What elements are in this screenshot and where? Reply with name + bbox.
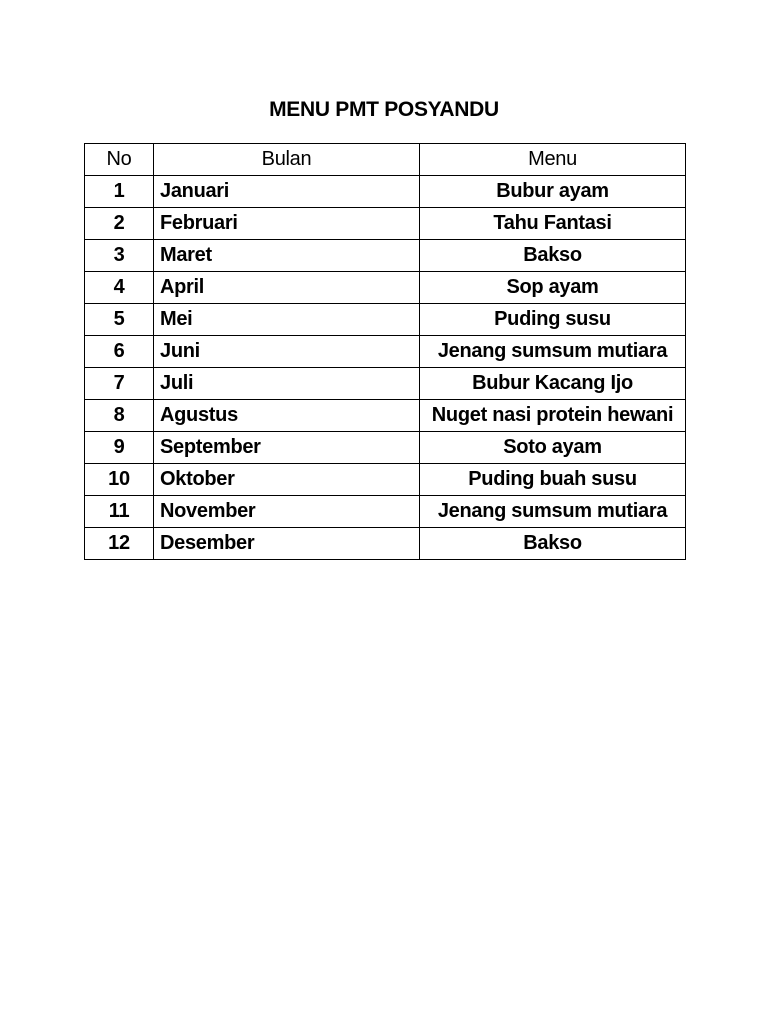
cell-bulan: Agustus <box>154 400 420 432</box>
page-title: MENU PMT POSYANDU <box>269 98 499 121</box>
cell-bulan: April <box>154 272 420 304</box>
cell-bulan: Februari <box>154 208 420 240</box>
cell-menu: Bakso <box>420 528 686 560</box>
cell-bulan: Januari <box>154 176 420 208</box>
cell-bulan: Mei <box>154 304 420 336</box>
table-row <box>85 368 686 400</box>
cell-no: 10 <box>85 464 154 496</box>
header-no: No <box>85 144 154 176</box>
table-row <box>85 464 686 496</box>
cell-no: 2 <box>85 208 154 240</box>
cell-no: 8 <box>85 400 154 432</box>
table-row <box>85 400 686 432</box>
cell-no: 4 <box>85 272 154 304</box>
cell-no: 1 <box>85 176 154 208</box>
table-row <box>85 336 686 368</box>
cell-no: 9 <box>85 432 154 464</box>
cell-menu: Nuget nasi protein hewani <box>420 400 686 432</box>
cell-bulan: Oktober <box>154 464 420 496</box>
table-row <box>85 528 686 560</box>
table-row <box>85 496 686 528</box>
cell-no: 11 <box>85 496 154 528</box>
cell-no: 12 <box>85 528 154 560</box>
cell-bulan: Desember <box>154 528 420 560</box>
cell-menu: Soto ayam <box>420 432 686 464</box>
cell-menu: Bubur Kacang Ijo <box>420 368 686 400</box>
table-row <box>85 208 686 240</box>
table-row <box>85 304 686 336</box>
menu-table <box>84 143 686 560</box>
cell-menu: Sop ayam <box>420 272 686 304</box>
table-row <box>85 432 686 464</box>
table-row <box>85 176 686 208</box>
cell-no: 6 <box>85 336 154 368</box>
cell-menu: Bakso <box>420 240 686 272</box>
cell-no: 3 <box>85 240 154 272</box>
table-row <box>85 272 686 304</box>
table-header-row <box>85 144 686 176</box>
cell-menu: Puding susu <box>420 304 686 336</box>
cell-no: 7 <box>85 368 154 400</box>
cell-menu: Bubur ayam <box>420 176 686 208</box>
cell-menu: Jenang sumsum mutiara <box>420 336 686 368</box>
cell-bulan: Juli <box>154 368 420 400</box>
header-menu: Menu <box>420 144 686 176</box>
header-bulan: Bulan <box>154 144 420 176</box>
cell-menu: Tahu Fantasi <box>420 208 686 240</box>
cell-bulan: September <box>154 432 420 464</box>
cell-menu: Puding buah susu <box>420 464 686 496</box>
cell-bulan: Juni <box>154 336 420 368</box>
cell-bulan: November <box>154 496 420 528</box>
table-row <box>85 240 686 272</box>
cell-bulan: Maret <box>154 240 420 272</box>
cell-no: 5 <box>85 304 154 336</box>
cell-menu: Jenang sumsum mutiara <box>420 496 686 528</box>
